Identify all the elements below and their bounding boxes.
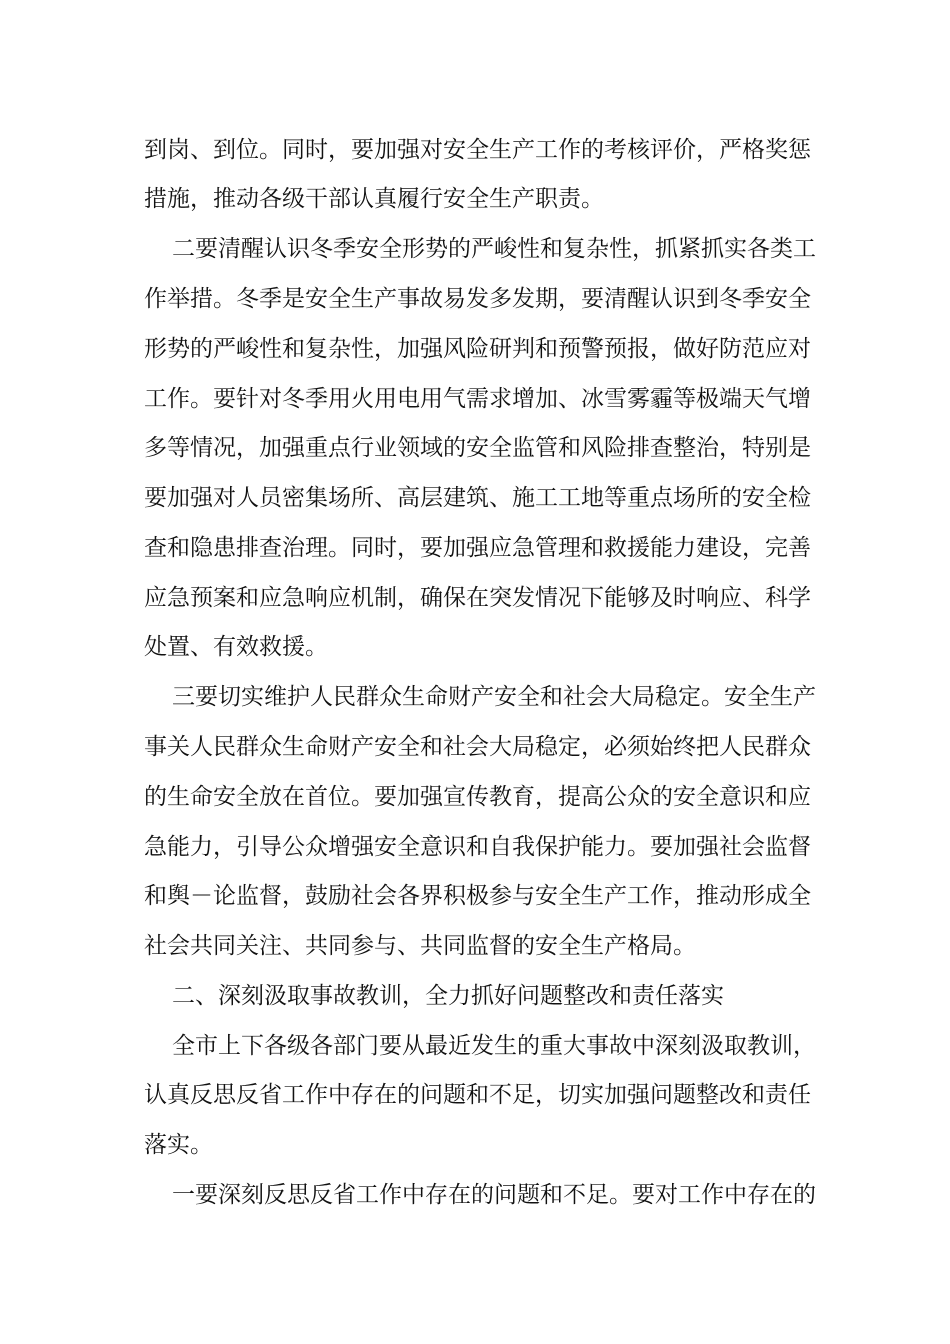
text-line: 落实。	[144, 1132, 213, 1158]
text-line: 认真反思反省工作中存在的问题和不足，切实加强问题整改和责任	[144, 1082, 811, 1108]
text-line: 事关人民群众生命财产安全和社会大局稳定，必须始终把人民群众	[144, 734, 811, 760]
text-line: 的生命安全放在首位。要加强宣传教育，提高公众的安全意识和应	[144, 784, 811, 810]
text-line: 和舆－论监督，鼓励社会各界积极参与安全生产工作，推动形成全	[144, 883, 811, 909]
section-heading: 二、深刻汲取事故教训，全力抓好问题整改和责任落实	[172, 983, 724, 1009]
text-line: 处置、有效救援。	[144, 634, 328, 660]
text-line: 措施，推动各级干部认真履行安全生产职责。	[144, 186, 604, 212]
paragraph-first-line: 二要清醒认识冬季安全形势的严峻性和复杂性，抓紧抓实各类工	[172, 236, 816, 262]
text-line: 要加强对人员密集场所、高层建筑、施工工地等重点场所的安全检	[144, 485, 811, 511]
text-line: 社会共同关注、共同参与、共同监督的安全生产格局。	[144, 933, 696, 959]
text-line: 多等情况，加强重点行业领域的安全监管和风险排查整治，特别是	[144, 435, 811, 461]
text-line: 查和隐患排查治理。同时，要加强应急管理和救援能力建设，完善	[144, 535, 811, 561]
text-line: 形势的严峻性和复杂性，加强风险研判和预警预报，做好防范应对	[144, 336, 811, 362]
text-line: 工作。要针对冬季用火用电用气需求增加、冰雪雾霾等极端天气增	[144, 386, 811, 412]
text-line: 作举措。冬季是安全生产事故易发多发期，要清醒认识到冬季安全	[144, 286, 811, 312]
paragraph-first-line: 三要切实维护人民群众生命财产安全和社会大局稳定。安全生产	[172, 684, 816, 710]
paragraph-first-line: 一要深刻反思反省工作中存在的问题和不足。要对工作中存在的	[172, 1182, 816, 1208]
text-line: 急能力，引导公众增强安全意识和自我保护能力。要加强社会监督	[144, 834, 811, 860]
paragraph-first-line: 全市上下各级各部门要从最近发生的重大事故中深刻汲取教训，	[172, 1033, 816, 1059]
text-line: 应急预案和应急响应机制，确保在突发情况下能够及时响应、科学	[144, 585, 811, 611]
text-line: 到岗、到位。同时，要加强对安全生产工作的考核评价，严格奖惩	[144, 137, 811, 163]
